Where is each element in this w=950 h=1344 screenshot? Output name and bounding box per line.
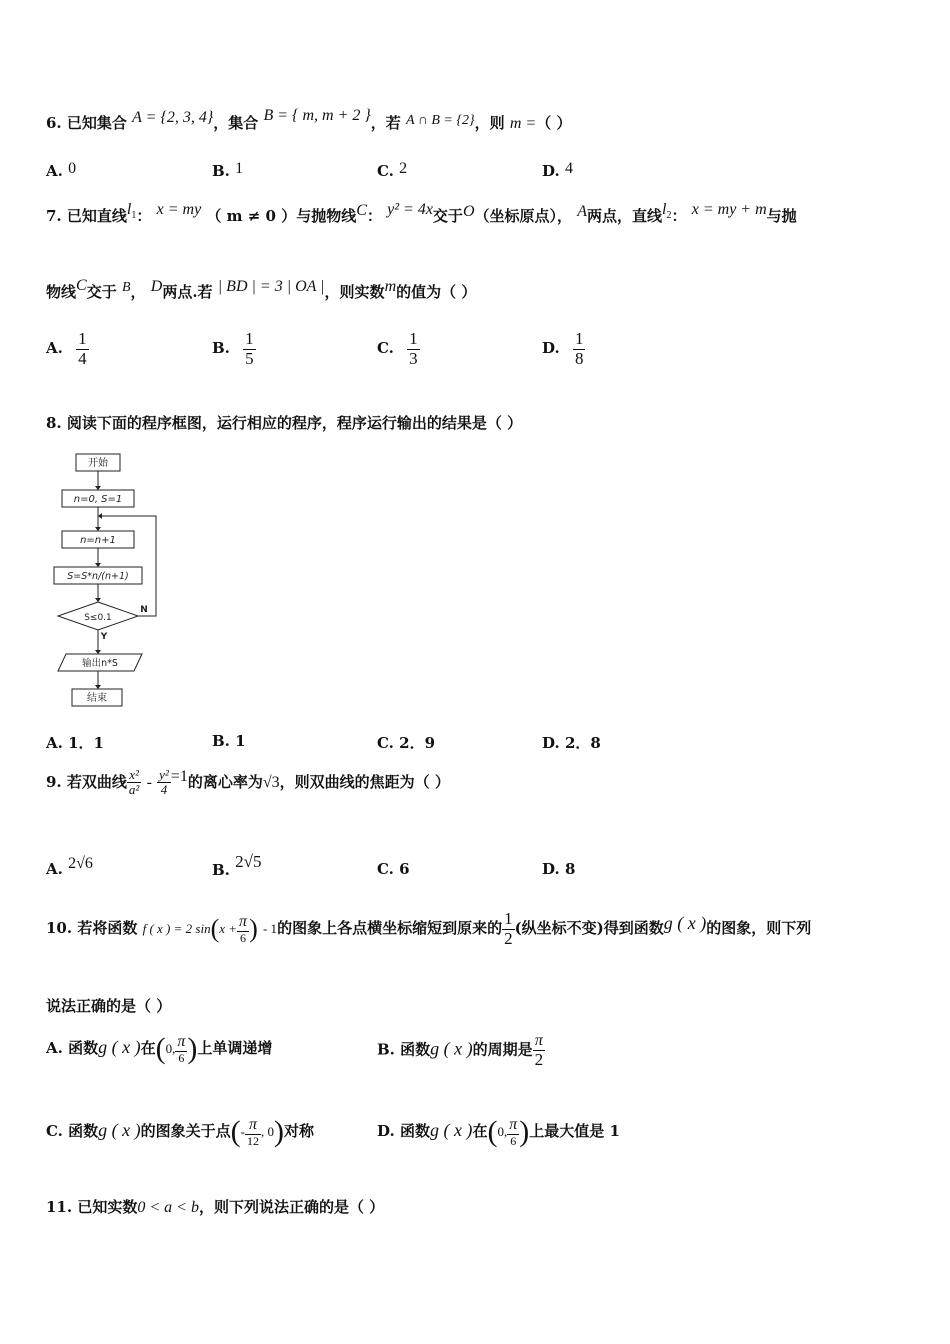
q6-option-a[interactable]: A. 0 — [46, 160, 77, 180]
question-7-line-2: 物线C交于 B， D两点.若 | BD | = 3 | OA |，则实数m的值为（ ） — [46, 277, 477, 301]
set-a: A = {2, 3, 4} — [132, 109, 214, 126]
flow-update-label: S=S*n/(n+1) — [67, 571, 129, 582]
flow-end-label: 结束 — [87, 693, 107, 704]
flow-output-label: 输出n*S — [82, 658, 118, 669]
question-11: 11. 已知实数0 < a < b，则下列说法正确的是（ ） — [46, 1198, 385, 1216]
flow-yes-label: Y — [100, 632, 108, 642]
q7-option-a[interactable]: A. $\frac{1}{4}$ — [46, 329, 87, 368]
q9-option-b[interactable]: B. 2√5 — [212, 852, 262, 879]
flow-condition-label: S≤0.1 — [84, 613, 112, 623]
q7-option-b[interactable]: B. $\frac{1}{5}$ — [212, 329, 254, 368]
q6-option-d[interactable]: D. 4 — [542, 160, 573, 180]
q10-option-d[interactable]: D. 函数g ( x )在(0, $\frac{\pi}{6}$ )上最大值是 1 — [377, 1115, 620, 1148]
intersection: A ∩ B = {2} — [406, 113, 475, 128]
q8-option-d[interactable]: D. 2．8 — [542, 734, 601, 752]
flow-init-label: n=0, S=1 — [73, 494, 123, 505]
question-6: 6. 已知集合 A = {2, 3, 4}，集合 B = { m, m + 2 }，若 A ∩ B = {2}，则 m =（ ） — [46, 107, 572, 132]
q8-option-c[interactable]: C. 2．9 — [377, 734, 436, 752]
q9-option-c[interactable]: C. 6 — [377, 860, 410, 878]
flow-start-label: 开始 — [88, 458, 108, 469]
q9-option-a[interactable]: A. 2√6 — [46, 855, 93, 878]
q7-option-c[interactable]: C. $\frac{1}{3}$ — [377, 329, 418, 368]
q10-option-a[interactable]: A. 函数g ( x )在(0, $\frac{\pi}{6}$ )上单调递增 — [46, 1032, 273, 1065]
q9-option-d[interactable]: D. 8 — [542, 860, 576, 878]
q6-option-c[interactable]: C. 2 — [377, 160, 408, 180]
set-b: B = { m, m + 2 } — [263, 107, 371, 124]
question-7: 7. 已知直线$l_1$： x = my （ m ≠ 0 ）与抛物线C： y² = 4x交于O（坐标原点）， A两点，直线$l_2$： x = my + m与抛 — [46, 201, 797, 225]
flow-no-label: N — [140, 605, 148, 615]
question-9: 9. 若双曲线 $\frac{\text{x²}}{\text{a²}}$ - $\frac{\text{y²}}{4}$ =1的离心率为√3，则双曲线的焦距为（ ） — [46, 767, 450, 798]
q10-option-c[interactable]: C. 函数g ( x )的图象关于点(- $\frac{\pi}{12}$ , 0)对称 — [46, 1115, 315, 1148]
question-10: 10. 若将函数 f ( x ) = 2 sin(x + $\frac{\pi}{6}$ ) - 1的图象上各点横坐标缩短到原来的 $\frac{1}{2}$ (纵坐标不变)得到函数g ( x )的图象，则下列 — [46, 909, 812, 948]
q8-option-a[interactable]: A. 1．1 — [46, 734, 104, 752]
q10-option-b[interactable]: B. 函数g ( x )的周期是 $\frac{\pi}{2}$ — [377, 1032, 544, 1069]
question-10-line-2: 说法正确的是（ ） — [46, 997, 172, 1015]
flow-inc-label: n=n+1 — [80, 535, 116, 546]
question-8: 8. 阅读下面的程序框图，运行相应的程序，程序运行输出的结果是（ ） — [46, 414, 523, 432]
q8-option-b[interactable]: B. 1 — [212, 732, 246, 750]
q7-option-d[interactable]: D. $\frac{1}{8}$ — [542, 329, 584, 368]
q6-option-b[interactable]: B. 1 — [212, 160, 244, 180]
flowchart — [50, 450, 170, 712]
